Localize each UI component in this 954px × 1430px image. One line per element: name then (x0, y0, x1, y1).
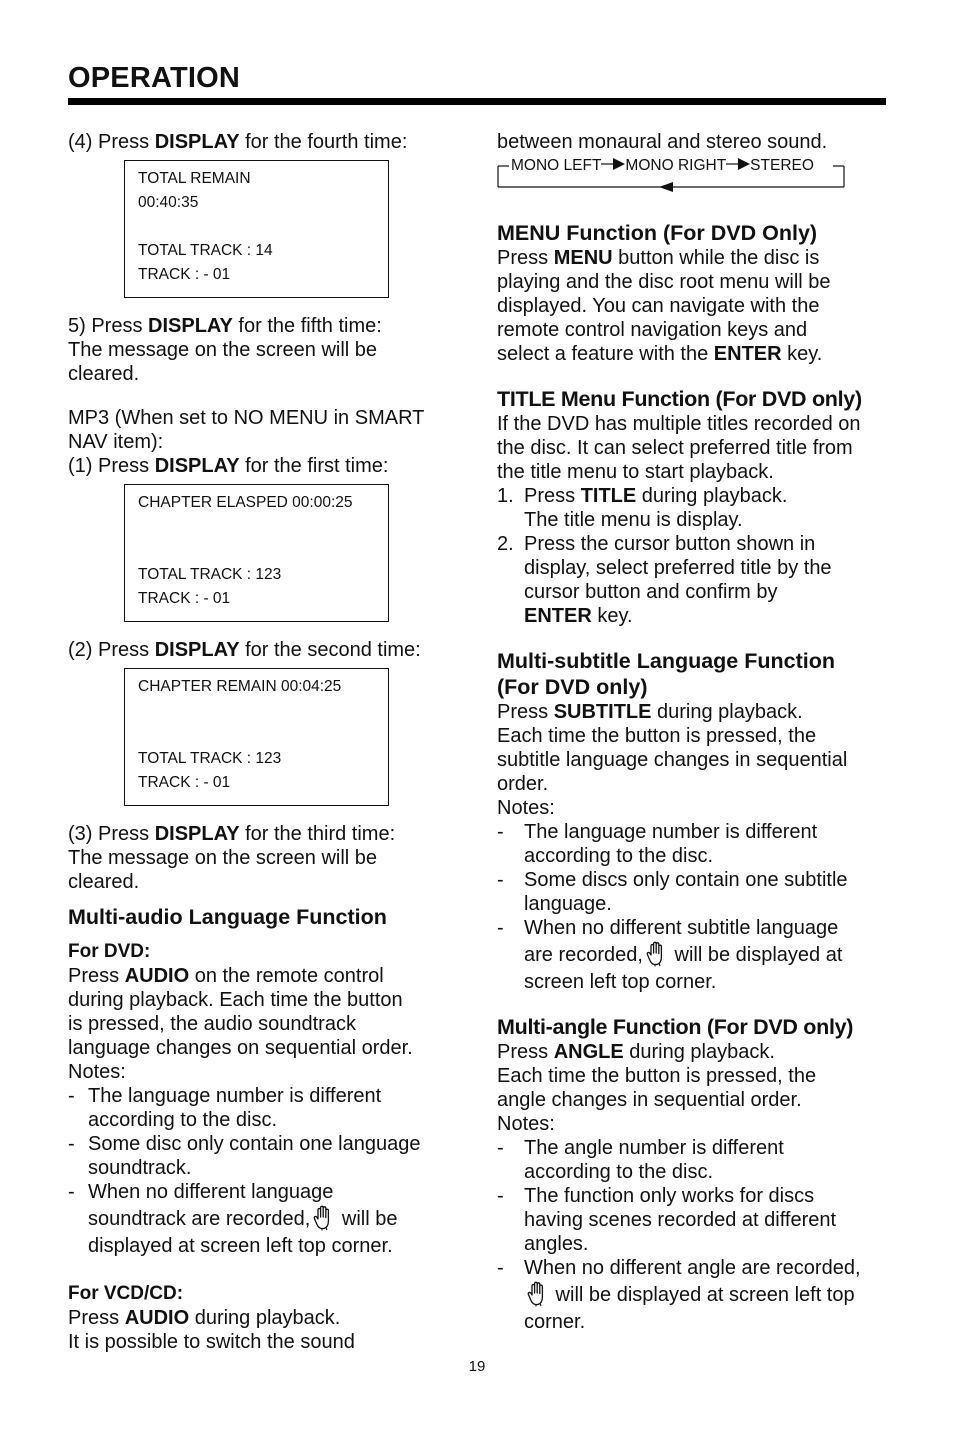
hand-icon (645, 941, 667, 967)
box-line (138, 723, 375, 747)
title-heading: TITLE Menu Function (For DVD only) (497, 387, 862, 411)
note-item: - Some discs only contain one subtitle language. (497, 869, 848, 915)
box-line: TOTAL TRACK : 14 (138, 242, 273, 259)
box-line: TOTAL TRACK : 123 (138, 750, 282, 767)
angle-line: Press ANGLE during playback. (497, 1041, 775, 1063)
note-item: - When no different language soundtrack are recorded, will be displayed at screen left top corner. (68, 1181, 398, 1257)
box-line (138, 699, 375, 723)
menu-line: remote control navigation keys and (497, 319, 808, 341)
for-vcd-line: It is possible to switch the sound (68, 1331, 355, 1353)
mp3-step-1: (1) Press DISPLAY for the first time: (68, 455, 389, 477)
note-item: - The function only works for discs having scenes recorded at different angles. (497, 1185, 837, 1255)
note-item: - When no different subtitle language are recorded, will be displayed at screen left top corner. (497, 917, 843, 993)
mp3-intro: NAV item): (68, 431, 164, 453)
note-item: - The angle number is different according to the disc. (497, 1137, 784, 1183)
title-line: If the DVD has multiple titles recorded on (497, 413, 861, 435)
note-item: - The language number is different according to the disc. (68, 1085, 382, 1131)
menu-line: playing and the disc root menu will be (497, 271, 831, 293)
step-5-line: cleared. (68, 363, 140, 385)
display-box-2 (124, 484, 389, 622)
step-5-line: The message on the screen will be (68, 339, 378, 361)
subtitle-line: Press SUBTITLE during playback. (497, 701, 803, 723)
subtitle-heading: Multi-subtitle Language Function (497, 649, 835, 673)
note-item: - The language number is different according to the disc. (497, 821, 818, 867)
display-box-1 (124, 160, 389, 298)
box-line: CHAPTER ELASPED 00:00:25 (138, 494, 353, 511)
step-4: (4) Press DISPLAY for the fourth time: (68, 131, 408, 153)
menu-line: Press MENU button while the disc is (497, 247, 820, 269)
box-line: TOTAL REMAIN (138, 170, 251, 187)
note-item: - Some disc only contain one language soundtrack. (68, 1133, 421, 1179)
arrow-right-icon (601, 158, 625, 170)
angle-line: angle changes in sequential order. (497, 1089, 802, 1111)
box-line: 00:40:35 (138, 194, 199, 211)
audio-heading: Multi-audio Language Function (68, 905, 387, 929)
hand-icon (526, 1281, 548, 1307)
title-step-1: 1. Press TITLE during playback. The title menu is display. (497, 485, 788, 531)
for-vcd-heading: For VCD/CD: (68, 1283, 184, 1304)
hand-icon (312, 1205, 334, 1231)
angle-line: Each time the button is pressed, the (497, 1065, 817, 1087)
audio-mode-diagram (497, 156, 847, 196)
title-line: the title menu to start playback. (497, 461, 774, 483)
subtitle-line: order. (497, 773, 549, 795)
for-dvd-line: during playback. Each time the button (68, 989, 403, 1011)
menu-line: select a feature with the ENTER key. (497, 343, 823, 365)
for-dvd-line: is pressed, the audio soundtrack (68, 1013, 356, 1035)
notes-label: Notes: (497, 1113, 555, 1135)
box-line (138, 515, 375, 539)
subtitle-heading: (For DVD only) (497, 675, 648, 699)
mp3-step-2: (2) Press DISPLAY for the second time: (68, 639, 421, 661)
box-line: TRACK : - 01 (138, 774, 231, 791)
for-dvd-heading: For DVD: (68, 941, 151, 962)
mode-mono-right: MONO RIGHT (625, 157, 727, 174)
menu-line: displayed. You can navigate with the (497, 295, 820, 317)
notes-label: Notes: (497, 797, 555, 819)
page-title: OPERATION (68, 62, 241, 94)
box-line: TRACK : - 01 (138, 266, 231, 283)
mode-mono-left: MONO LEFT (511, 157, 602, 174)
box-line: CHAPTER REMAIN 00:04:25 (138, 678, 342, 695)
for-vcd-line: Press AUDIO during playback. (68, 1307, 341, 1329)
subtitle-line: Each time the button is pressed, the (497, 725, 817, 747)
left-column (68, 130, 463, 1354)
mp3-intro: MP3 (When set to NO MENU in SMART (68, 407, 425, 429)
box-line (138, 539, 375, 563)
note-item: - When no different angle are recorded, will be displayed at screen left top corner. (497, 1257, 861, 1333)
arrow-right-icon (726, 158, 750, 170)
subtitle-line: subtitle language changes in sequential (497, 749, 848, 771)
box-line (138, 215, 375, 239)
right-column (497, 130, 897, 1334)
menu-heading: MENU Function (For DVD Only) (497, 221, 818, 245)
title-step-2: 2. Press the cursor button shown in display, select preferred title by the cursor button and confirm by ENTER key. (497, 533, 832, 627)
mode-stereo: STEREO (750, 157, 814, 174)
page-number: 19 (468, 1358, 486, 1375)
continued-text: between monaural and stereo sound. (497, 131, 828, 153)
step-5: 5) Press DISPLAY for the fifth time: (68, 315, 382, 337)
title-line: the disc. It can select preferred title from (497, 437, 853, 459)
for-dvd-line: Press AUDIO on the remote control (68, 965, 384, 987)
mp3-step-3-line: cleared. (68, 871, 140, 893)
box-line: TRACK : - 01 (138, 590, 231, 607)
box-line: TOTAL TRACK : 123 (138, 566, 282, 583)
notes-label: Notes: (68, 1061, 126, 1083)
for-dvd-line: language changes on sequential order. (68, 1037, 413, 1059)
display-box-3 (124, 668, 389, 806)
mp3-step-3-line: The message on the screen will be (68, 847, 378, 869)
mp3-step-3: (3) Press DISPLAY for the third time: (68, 823, 396, 845)
angle-heading: Multi-angle Function (For DVD only) (497, 1015, 854, 1039)
header-rule (68, 98, 886, 105)
